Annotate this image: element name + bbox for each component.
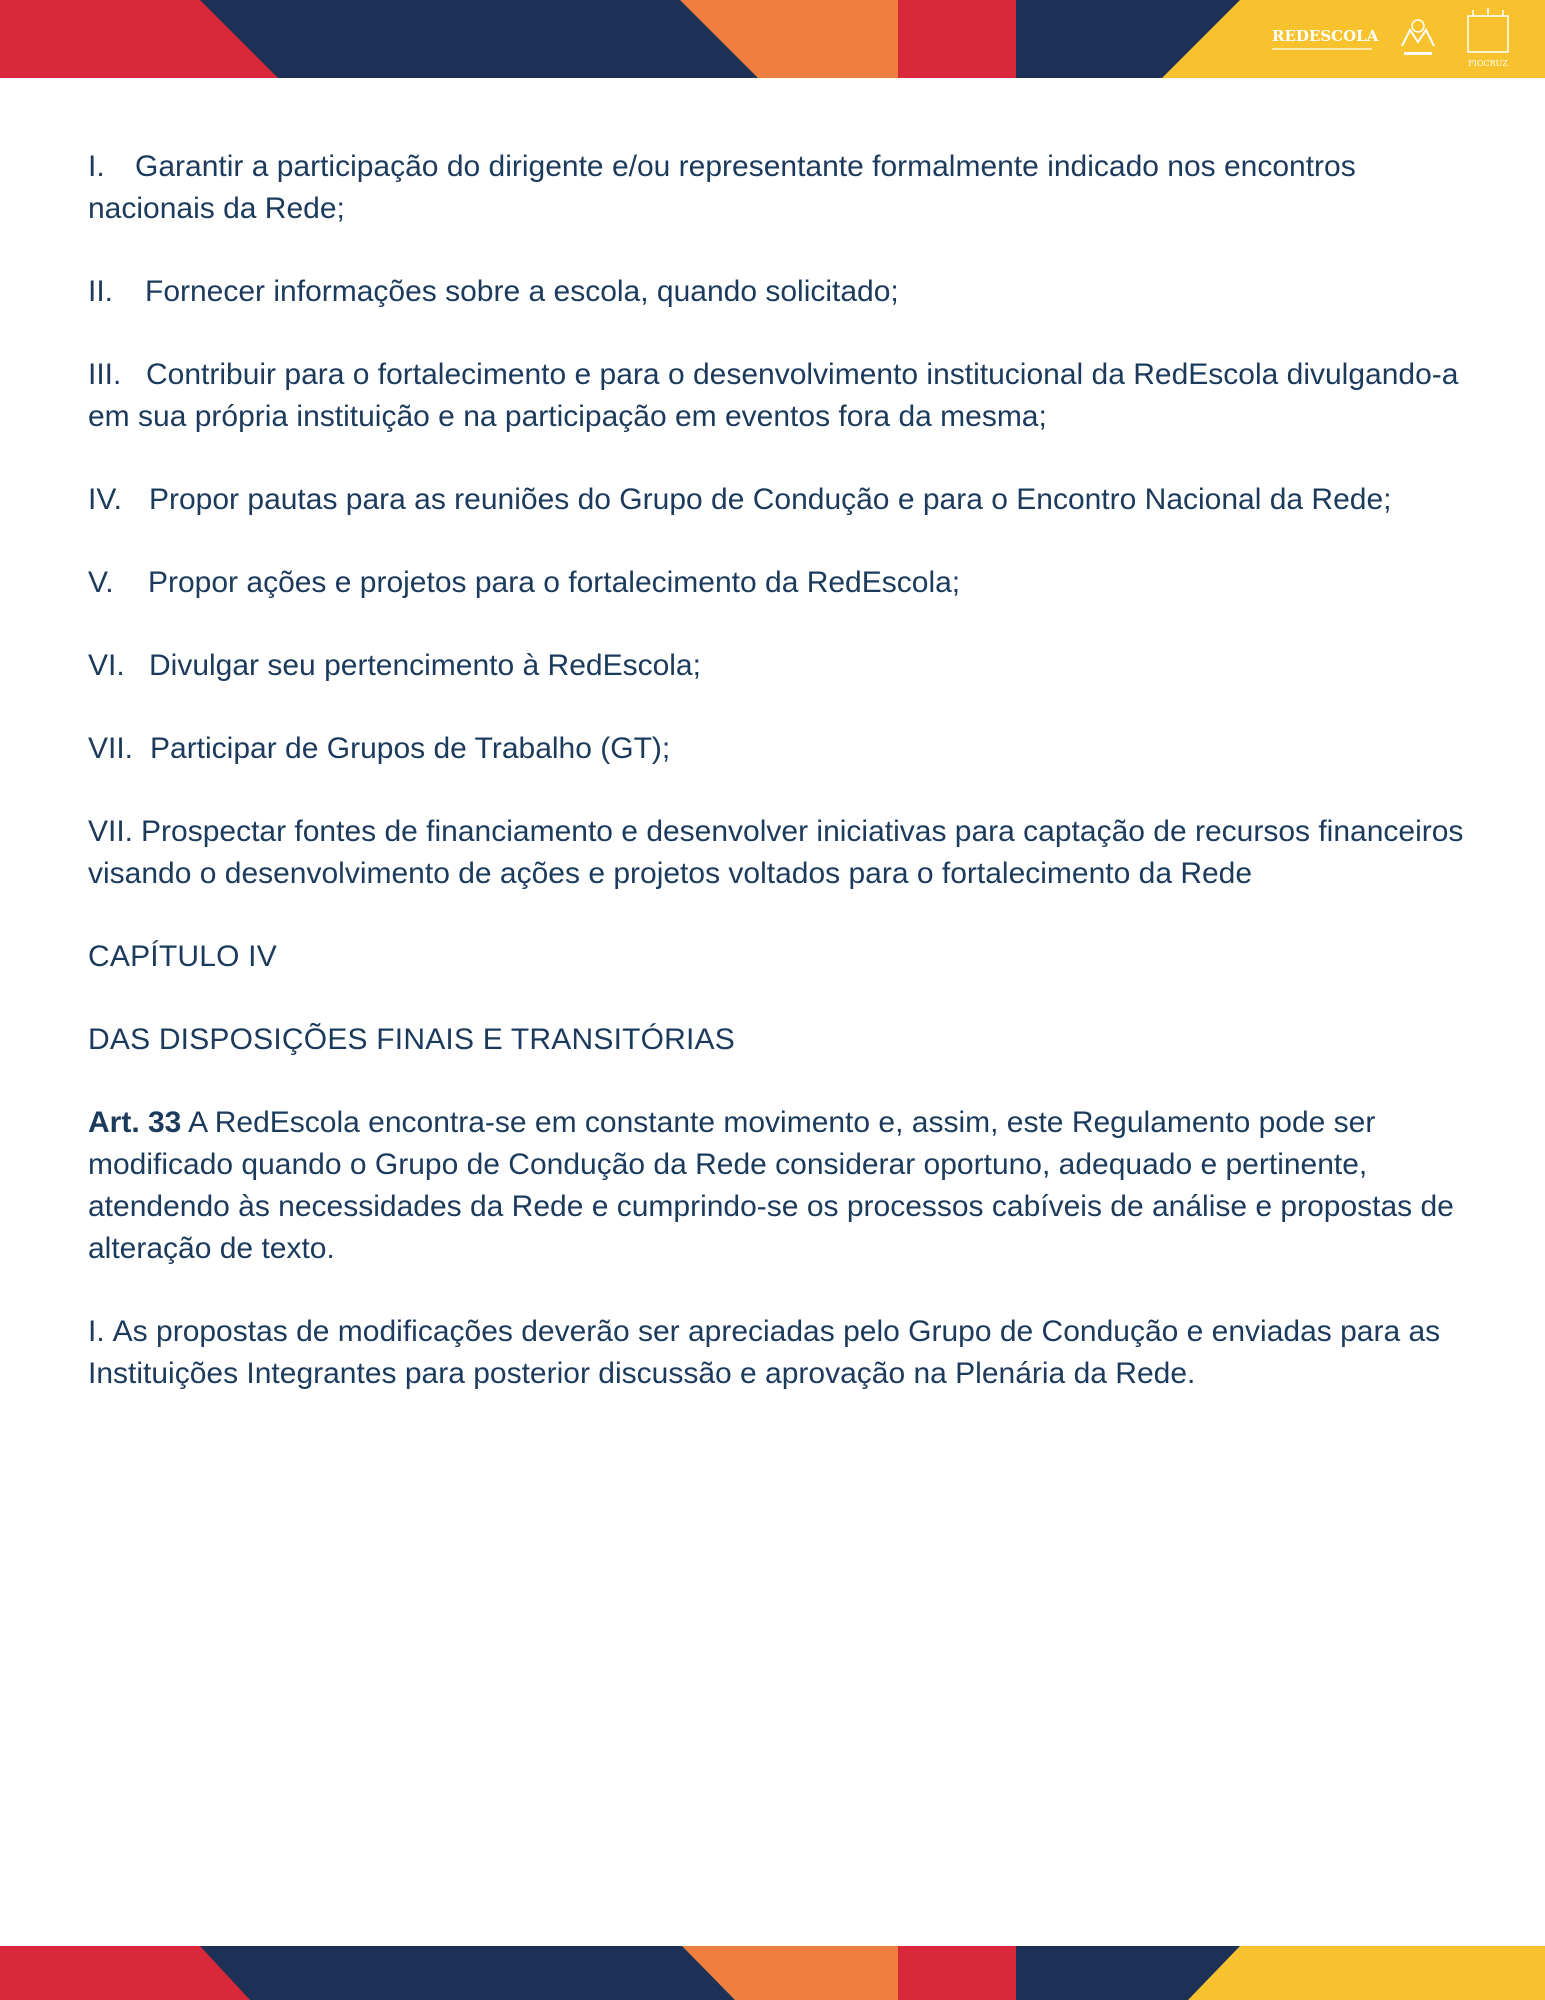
document-body <box>88 146 1488 1436</box>
item-number: I. <box>88 1315 105 1348</box>
item-text: Propor ações e projetos para o fortalecimento da RedEscola; <box>148 566 961 599</box>
header-logos <box>1268 6 1520 72</box>
item-number: II. <box>88 275 114 308</box>
list-item <box>88 728 1488 770</box>
item-text: Fornecer informações sobre a escola, quando solicitado; <box>145 275 899 308</box>
fiocruz-label: FIOCRUZ <box>1468 59 1508 68</box>
chapter-title: CAPÍTULO IV <box>88 940 277 973</box>
item-text: Garantir a participação do dirigente e/ou representante formalmente indicado nos encontros nacionais da Rede; <box>88 150 1356 225</box>
footer-color-band <box>0 1946 1545 2000</box>
anniversary-emblem-icon <box>1402 20 1434 55</box>
fiocruz-logo <box>1468 8 1508 68</box>
item-text: Prospectar fontes de financiamento e desenvolver iniciativas para captação de recursos financeiros visando o desenvolvimento de ações e projetos voltados para o fortalecimento da Rede <box>88 815 1464 890</box>
item-text: Divulgar seu pertencimento à RedEscola; <box>149 649 701 682</box>
list-item <box>88 1311 1488 1395</box>
list-item <box>88 354 1488 438</box>
item-text: Propor pautas para as reuniões do Grupo de Condução e para o Encontro Nacional da Rede; <box>149 483 1392 516</box>
article-text: A RedEscola encontra-se em constante movimento e, assim, este Regulamento pode ser modificado quando o Grupo de Condução da Rede considerar oportuno, adequado e pertinente, atendendo às necessidades da Rede e cumprindo-se os processos cabíveis de análise e propostas de alteração de texto. <box>88 1106 1454 1265</box>
list-item <box>88 811 1488 895</box>
item-text: As propostas de modificações deverão ser apreciadas pelo Grupo de Condução e enviadas para as Instituições Integrantes para posterior discussão e aprovação na Plenária da Rede. <box>88 1315 1441 1390</box>
redescola-logo <box>1272 27 1379 50</box>
item-text: Contribuir para o fortalecimento e para o desenvolvimento institucional da RedEscola divulgando-a em sua própria instituição e na participação em eventos fora da mesma; <box>88 358 1459 433</box>
list-item <box>88 645 1488 687</box>
item-number: V. <box>88 566 114 599</box>
item-number: I. <box>88 150 105 183</box>
list-item <box>88 479 1488 521</box>
article-label: Art. 33 <box>88 1106 182 1139</box>
item-number: VII. <box>88 815 134 848</box>
item-number: III. <box>88 358 122 391</box>
logo-text: REDESCOLA <box>1272 27 1379 45</box>
chapter-subtitle: DAS DISPOSIÇÕES FINAIS E TRANSITÓRIAS <box>88 1023 735 1056</box>
list-item <box>88 271 1488 313</box>
item-number: VII. <box>88 732 134 765</box>
article-paragraph <box>88 1102 1488 1270</box>
list-item <box>88 562 1488 604</box>
item-number: IV. <box>88 483 122 516</box>
item-text: Participar de Grupos de Trabalho (GT); <box>150 732 671 765</box>
item-number: VI. <box>88 649 125 682</box>
list-item <box>88 146 1488 230</box>
